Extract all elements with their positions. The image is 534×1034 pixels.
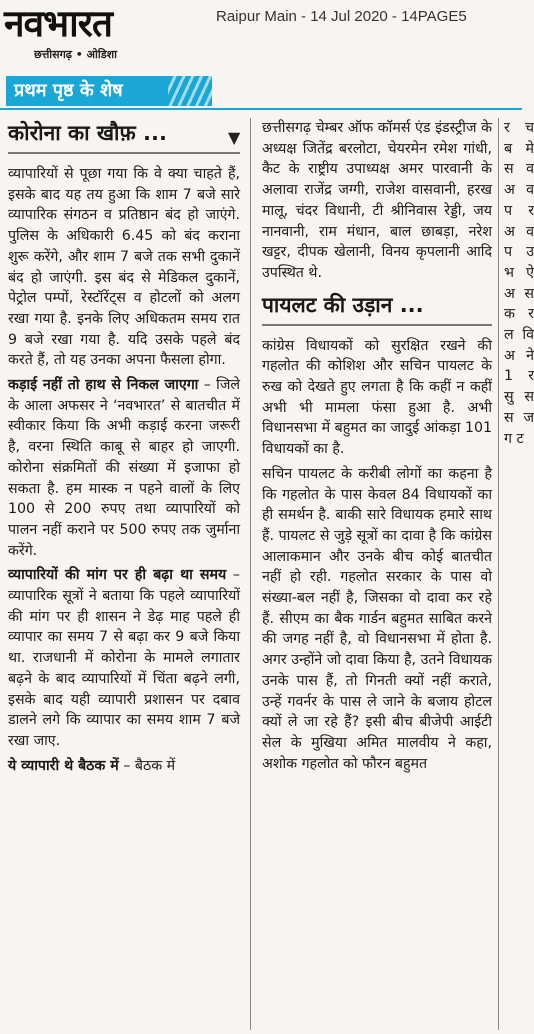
- banner-stripes: [168, 76, 212, 106]
- masthead: [0, 0, 522, 70]
- headline-corona: कोरोना का खौफ़ ...: [8, 118, 240, 154]
- edition-subtitle: छत्तीसगढ़ • ओडिशा: [34, 48, 117, 61]
- dateline: Raipur Main - 14 Jul 2020 - 14PAGE5: [216, 8, 467, 25]
- paragraph: [8, 565, 240, 751]
- paragraph: सचिन पायलट के करीबी लोगों का कहना है कि गहलोत के पास केवल 84 विधायकों का ही समर्थन है. बाकी सारे विधायक हमारे साथ हैं. पायलट से जुड़े सूत्रों का दावा है कि कांग्रेस आलाकमान और उनके बीच कोई बातचीत नहीं हो रही. गहलोत सरकार के पास वो संख्या-बल नहीं है, जिसका वो दावा कर रहे हैं. सीएम का बैक गार्डन बहुमत साबित करने की जगह नहीं है, वो विधानसभा में होता है. अगर उन्होंने जो दावा किया है, उतने विधायक उनके पास हैं, तो गिनती क्यों नहीं कराते, उन्हें गवर्नर के पास ले जाने के बजाय होटल क्यों ले जा रहे हैं? इसी बीच बीजेपी आईटी सेल के मुखिया अमित मालवीय ने कहा, अशोक गहलोत को फौरन बहुमत: [262, 465, 492, 772]
- column-divider: [250, 118, 251, 1030]
- continue-arrow-icon: ▼: [228, 128, 241, 147]
- column-2: [262, 118, 492, 778]
- column-1: [8, 118, 240, 780]
- subhead: व्यापारियों की मांग पर ही बढ़ा था समय: [8, 567, 227, 584]
- section-banner: प्रथम पृष्ठ के शेष: [6, 76, 212, 106]
- paragraph: व्यापारियों से पूछा गया कि वे क्या चाहते हैं, इसके बाद यह तय हुआ कि शाम 7 बजे सारे व्यापारिक संगठन व प्रतिष्ठान बंद हो जाएंगे. पुलिस के अधिकारी 6.45 को बंद कराना शुरू करेंगे, और शाम 7 बजे तक सभी दुकानें बंद हो जाएंगी. इस बंद से मेडिकल दुकानें, पेट्रोल पम्पों, रेस्टॉरेंट्स व होटलों को अलग रखा गया है. इनके लिए अधिकतम समय रात 9 बजे रखा गया है. यदि उसके पहले बंद करते हैं, तो यह उनका अपना फैसला होगा.: [8, 166, 240, 369]
- paragraph-text: – बैठक में: [118, 757, 176, 774]
- paragraph-text: – व्यापारिक सूत्रों ने बताया कि पहले व्यापारियों की मांग पर ही शासन ने डेढ़ माह पहले ही व्यापार का समय 7 से बढ़ा कर 9 बजे किया था. राजधानी में कोरोना के मामले लगातार बढ़ने के बाद व्यापारियों में चिंता बढ़ने लगी, इसके बाद यही व्यापारी प्रशासन पर दबाव डालने लगे कि व्यापार का समय शाम 7 बजे रखा जाए.: [8, 567, 240, 749]
- newspaper-logo: नवभारत: [4, 2, 112, 45]
- column-divider: [498, 118, 499, 1030]
- paragraph-text: – जिले के आला अफसर ने ‘नवभारत’ से बातचीत में स्वीकार किया कि अभी कड़ाई करना जरूरी है, वरना स्थिति काबू से बाहर हो जाएगी. कोरोना संक्रमितों की संख्या में इजाफा हो सकता है. हम मास्क न पहने वालों के लिए 100 से 200 रुपए तथा व्यापारियों को पालन नहीं कराने पर 500 रुपए तक जुर्माना करेंगे.: [8, 377, 240, 559]
- headline-pilot: पायलट की उड़ान ...: [262, 290, 492, 326]
- paragraph: [8, 375, 240, 561]
- paragraph: छत्तीसगढ़ चेम्बर ऑफ कॉमर्स एंड इंडस्ट्रीज के अध्यक्ष जितेंद्र बरलोटा, चेयरमेन रमेश गांधी, कैट के राष्ट्रीय उपाध्यक्ष अमर पारवानी के अलावा राजेंद्र जग्गी, राजेश वासवानी, हरख मालू, चंदर विधानी, टी श्रीनिवास रेड्डी, जय नानवानी, राम मंधान, बाल छाबड़ा, नरेश खट्टर, दीपक खेलानी, विनय कृपलानी आदि उपस्थित थे.: [262, 120, 492, 281]
- subhead: ये व्यापारी थे बैठक में: [8, 757, 119, 774]
- subhead: कड़ाई नहीं तो हाथ से निकल जाएगा: [8, 377, 199, 394]
- paragraph: [8, 756, 240, 777]
- column-3-fragment: र च ब मे स व अ व प र अ व प उ भ ऐ अ स क र ल वि अ ने 1 र सु स स ज ग ट: [504, 120, 534, 447]
- section-rule: [0, 108, 522, 110]
- paragraph: कांग्रेस विधायकों को सुरक्षित रखने की गहलोत की कोशिश और सचिन पायलट के रुख को देखते हुए लगता है कि कहीं न कहीं अभी भी मामला फंसा हुआ है. अभी विधानसभा में बहुमत का जादुई आंकड़ा 101 विधायकों का है.: [262, 337, 492, 458]
